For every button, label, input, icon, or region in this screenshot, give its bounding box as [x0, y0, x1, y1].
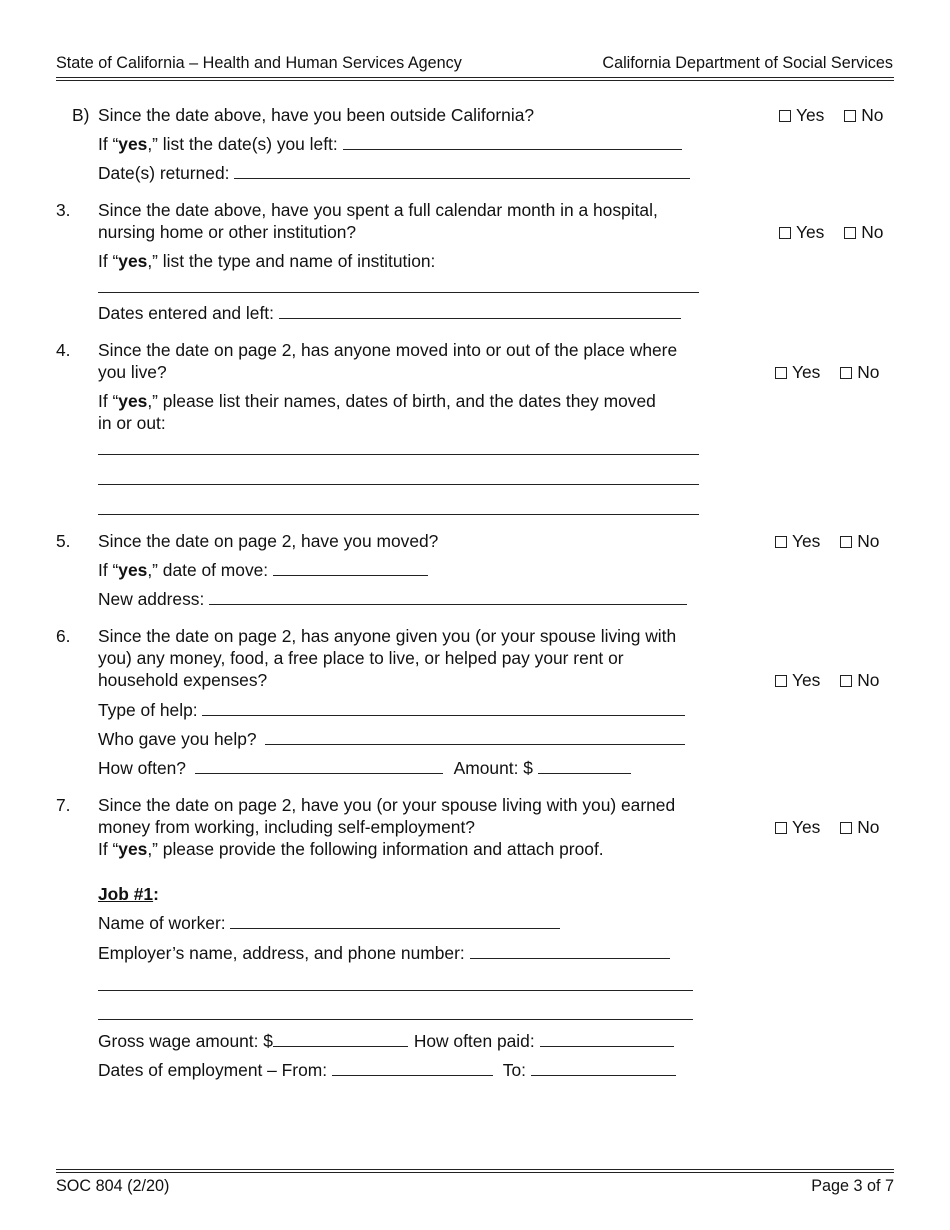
q2b-dates-left-row: If “yes,” list the date(s) you left:: [98, 133, 682, 155]
job-1-heading: Job #1:: [98, 884, 159, 904]
q7-question-line1: Since the date on page 2, have you (or your spouse living with you) earned: [98, 795, 676, 815]
q3-if-yes-text: If “yes,” list the type and name of institution:: [98, 251, 436, 271]
q2b-dates-left-field[interactable]: [343, 133, 682, 150]
footer-divider-top: [56, 1169, 894, 1170]
q5-new-address-row: New address:: [98, 588, 687, 610]
q2b-dates-returned-field[interactable]: [234, 162, 690, 179]
yes-label: Yes: [792, 670, 821, 690]
q6-no-option[interactable]: [840, 669, 879, 691]
q6-how-often-row: How often? Amount: $: [98, 757, 631, 779]
job-employer-row: Employer’s name, address, and phone number:: [98, 942, 670, 964]
q4-if-yes-line2: in or out:: [98, 413, 166, 433]
q6-question-line3: household expenses?: [98, 670, 268, 690]
yes-label: Yes: [796, 222, 825, 242]
q7-yes-checkbox[interactable]: [775, 822, 787, 834]
q5-number: 5.: [56, 531, 71, 551]
q4-if-yes-line1: If “yes,” please list their names, dates of birth, and the dates they moved: [98, 391, 656, 411]
no-label: No: [861, 105, 884, 125]
job-name-of-worker-row: Name of worker:: [98, 912, 560, 934]
q3-institution-field[interactable]: [98, 292, 699, 293]
yes-label: Yes: [792, 362, 821, 382]
q7-yes-no: [775, 816, 879, 838]
q6-question-line2: you) any money, food, a free place to live, or helped pay your rent or: [98, 648, 624, 668]
footer-page-number: Page 3 of 7: [811, 1177, 894, 1195]
q4-field-line-3[interactable]: [98, 514, 699, 515]
header-divider-bottom: [56, 80, 894, 81]
q5-no-checkbox[interactable]: [840, 536, 852, 548]
job-employer-field[interactable]: [470, 942, 670, 959]
yes-label: Yes: [792, 817, 821, 837]
q5-yes-option[interactable]: [775, 530, 820, 552]
header-divider-top: [56, 77, 894, 78]
q6-how-often-field[interactable]: [195, 757, 443, 774]
q7-if-yes-text: If “yes,” please provide the following information and attach proof.: [98, 839, 604, 859]
q4-field-line-2[interactable]: [98, 484, 699, 485]
q5-yes-checkbox[interactable]: [775, 536, 787, 548]
q6-yes-option[interactable]: [775, 669, 820, 691]
q4-number: 4.: [56, 340, 71, 360]
q7-yes-option[interactable]: [775, 816, 820, 838]
q2b-no-checkbox[interactable]: [844, 110, 856, 122]
job-gross-wage-field[interactable]: [273, 1030, 408, 1047]
job-employer-field-line-2[interactable]: [98, 990, 693, 991]
q6-yes-no: [775, 669, 879, 691]
yes-label: Yes: [792, 531, 821, 551]
q2b-yes-option[interactable]: [779, 104, 824, 126]
q2b-no-option[interactable]: [844, 104, 883, 126]
header-department: California Department of Social Services: [602, 54, 893, 72]
q7-no-option[interactable]: [840, 816, 879, 838]
q6-type-of-help-row: Type of help:: [98, 699, 685, 721]
q6-who-gave-row: Who gave you help?: [98, 728, 685, 750]
q6-who-gave-field[interactable]: [265, 728, 685, 745]
q3-yes-no: [779, 221, 883, 243]
q5-date-of-move-row: If “yes,” date of move:: [98, 559, 428, 581]
q6-yes-checkbox[interactable]: [775, 675, 787, 687]
q6-no-checkbox[interactable]: [840, 675, 852, 687]
q2b-yes-checkbox[interactable]: [779, 110, 791, 122]
no-label: No: [857, 670, 880, 690]
q5-new-address-field[interactable]: [209, 588, 687, 605]
q4-no-option[interactable]: [840, 361, 879, 383]
q2b-yes-no: [779, 104, 883, 126]
no-label: No: [857, 362, 880, 382]
q3-dates-field[interactable]: [279, 302, 681, 319]
q3-question-line1: Since the date above, have you spent a full calendar month in a hospital,: [98, 200, 658, 220]
q3-no-option[interactable]: [844, 221, 883, 243]
no-label: No: [861, 222, 884, 242]
job-how-often-paid-field[interactable]: [540, 1030, 674, 1047]
q4-yes-option[interactable]: [775, 361, 820, 383]
q3-yes-option[interactable]: [779, 221, 824, 243]
q3-no-checkbox[interactable]: [844, 227, 856, 239]
q5-yes-no: [775, 530, 879, 552]
q7-number: 7.: [56, 795, 71, 815]
no-label: No: [857, 531, 880, 551]
q7-question-line2: money from working, including self-employment?: [98, 817, 475, 837]
q4-question-line2: you live?: [98, 362, 167, 382]
q3-dates-row: Dates entered and left:: [98, 302, 681, 324]
q4-yes-no: [775, 361, 879, 383]
q5-question: Since the date on page 2, have you moved?: [98, 531, 439, 551]
q6-number: 6.: [56, 626, 71, 646]
job-name-of-worker-field[interactable]: [230, 912, 560, 929]
q2b-question: Since the date above, have you been outside California?: [98, 105, 535, 125]
q4-question-line1: Since the date on page 2, has anyone moved into or out of the place where: [98, 340, 678, 360]
header-agency: State of California – Health and Human Services Agency: [56, 54, 462, 72]
yes-label: Yes: [796, 105, 825, 125]
footer-form-id: SOC 804 (2/20): [56, 1177, 170, 1195]
q7-no-checkbox[interactable]: [840, 822, 852, 834]
q6-type-of-help-field[interactable]: [202, 699, 685, 716]
q3-yes-checkbox[interactable]: [779, 227, 791, 239]
q6-amount-field[interactable]: [538, 757, 631, 774]
q4-no-checkbox[interactable]: [840, 367, 852, 379]
q6-question-line1: Since the date on page 2, has anyone given you (or your spouse living with: [98, 626, 677, 646]
job-dates-row: Dates of employment – From: To:: [98, 1059, 676, 1081]
job-wage-row: Gross wage amount: $ How often paid:: [98, 1030, 674, 1052]
job-dates-from-field[interactable]: [332, 1059, 493, 1076]
q4-field-line-1[interactable]: [98, 454, 699, 455]
job-dates-to-field[interactable]: [531, 1059, 676, 1076]
q3-question-line2: nursing home or other institution?: [98, 222, 357, 242]
q2b-dates-returned-row: Date(s) returned:: [98, 162, 690, 184]
q4-yes-checkbox[interactable]: [775, 367, 787, 379]
q2b-number: B): [72, 105, 90, 125]
q5-date-of-move-field[interactable]: [273, 559, 428, 576]
q3-number: 3.: [56, 200, 71, 220]
q5-no-option[interactable]: [840, 530, 879, 552]
no-label: No: [857, 817, 880, 837]
footer-divider-bottom: [56, 1172, 894, 1173]
job-employer-field-line-3[interactable]: [98, 1019, 693, 1020]
